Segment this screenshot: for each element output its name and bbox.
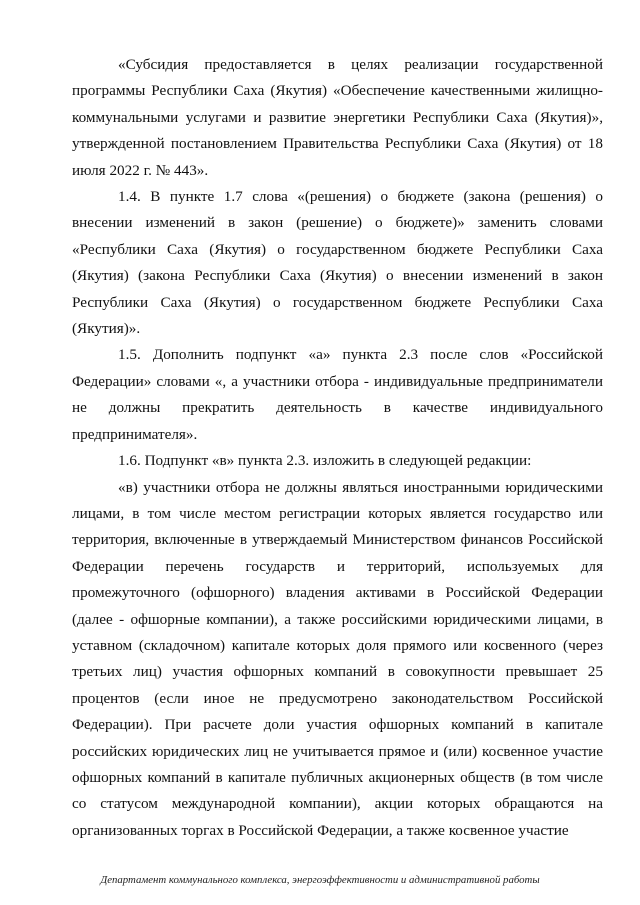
paragraph-item-1-4: 1.4. В пункте 1.7 слова «(решения) о бюджете (закона (решения) о внесении изменений в закон (решение) о бюджете)» заменить словами «Республики Саха (Якутия) о государственном бюджете Республики Саха (Якутия) (закона Республики Саха (Якутия) о внесении изменений в закон Республики Саха (Якутия) о государственном бюджете Республики Саха (Якутия)». xyxy=(72,188,603,338)
page-footer: Департамент коммунального комплекса, энергоэффективности и административной работы xyxy=(100,874,540,886)
paragraph-item-1-5: 1.5. Дополнить подпункт «а» пункта 2.3 после слов «Российской Федерации» словами «, а участники отбора - индивидуальные предприниматели не должны прекратить деятельность в качестве индивидуального предпринимателя». xyxy=(72,346,603,443)
paragraph-subitem-v: «в) участники отбора не должны являться иностранными юридическими лицами, в том числе местом регистрации которых является государство или территория, включенные в утверждаемый Министерством финансов Российской Федерации перечень государств и территорий, используемых для промежуточного (офшорного) владения активами в Российской Федерации (далее - офшорные компании), а также российскими юридическими лицами, в уставном (складочном) капитале которых доля прямого или косвенного (через третьих лиц) участия офшорных компаний в совокупности превышает 25 процентов (если иное не предусмотрено законодательством Российской Федерации). При расчете доли участия офшорных компаний в капитале российских юридических лиц не учитывается прямое и (или) косвенное участие офшорных компаний в капитале публичных акционерных обществ (в том числе со статусом международной компании), акции которых обращаются на организованных торгах в Российской Федерации, а также косвенное участие xyxy=(72,478,603,839)
paragraph-item-1-6: 1.6. Подпункт «в» пункта 2.3. изложить в следующей редакции: xyxy=(118,452,532,470)
document-body xyxy=(72,52,603,844)
paragraph-subsidy-purpose: «Субсидия предоставляется в целях реализации государственной программы Республики Саха (Якутия) «Обеспечение качественными жилищно-коммунальными услугами и развитие энергетики Республики Саха (Якутия)», утвержденной постановлением Правительства Республики Саха (Якутия) от 18 июля 2022 г. № 443». xyxy=(72,56,603,179)
